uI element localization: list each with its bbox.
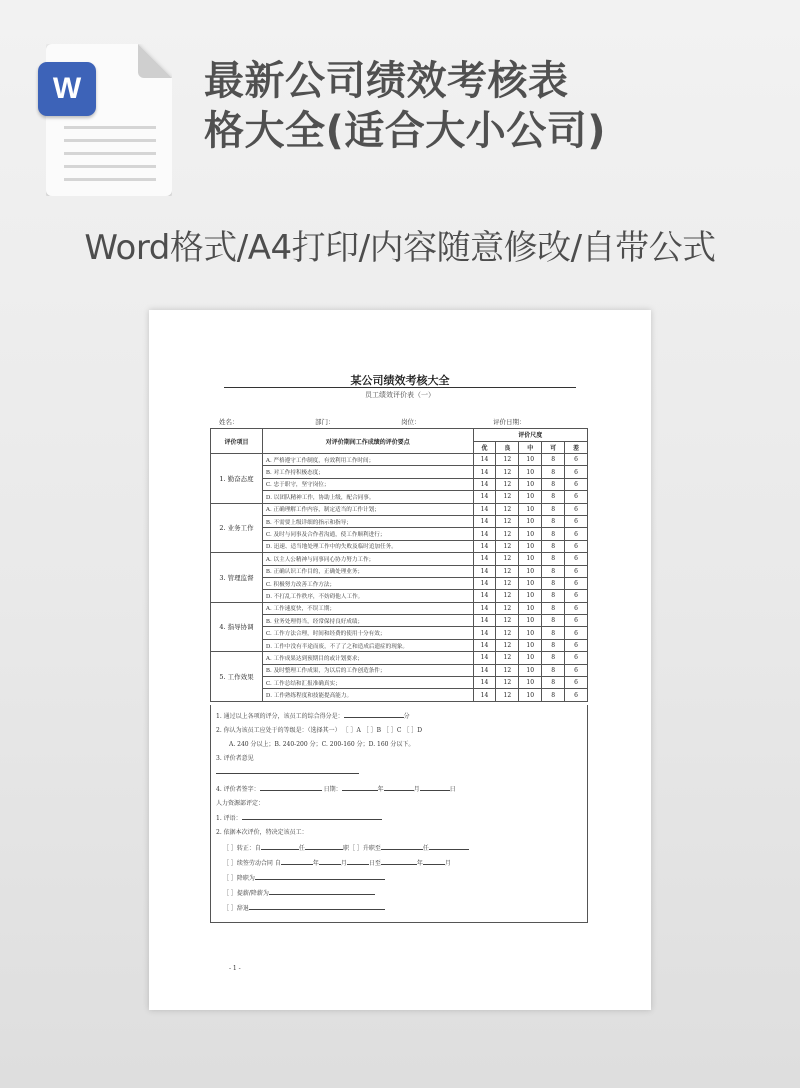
criterion-cell: B. 及时整理工作成果，为以后的工作创造条件； (262, 664, 473, 676)
word-badge (38, 62, 96, 116)
criterion-cell: C. 工作总结和汇报准确真实； (262, 677, 473, 689)
category-cell: 1. 勤奋态度 (211, 454, 263, 504)
score-cell: 14 (473, 639, 496, 651)
score-cell: 6 (565, 491, 588, 503)
score-cell: 10 (519, 677, 542, 689)
score-cell: 8 (542, 540, 565, 552)
evaluator-opinion: 3. 评价者意见 (216, 755, 254, 762)
table-row (211, 590, 588, 602)
score-cell: 10 (519, 590, 542, 602)
score-cell: 14 (473, 577, 496, 589)
table-row (211, 627, 588, 639)
score-cell: 6 (565, 627, 588, 639)
criterion-cell: D. 迅速、适当地处理工作中的失败及临时追加任务。 (262, 540, 473, 552)
criterion-cell: B. 业务处理得当，经常保持良好成绩； (262, 615, 473, 627)
criterion-cell: D. 工作中没有半途而废，不了了之和造成后遗症的现象。 (262, 639, 473, 651)
score-cell: 8 (542, 602, 565, 614)
score-cell: 10 (519, 491, 542, 503)
score-cell: 8 (542, 454, 565, 466)
option-demote: ［ ］降职为 (223, 873, 385, 882)
score-cell: 14 (473, 689, 496, 701)
word-badge-letter: W (52, 72, 82, 105)
total-score-label: 1. 通过以上各项的评分，该员工的综合得分是： (216, 713, 344, 720)
grade-choice: 2. 你认为该员工应处于的等级是：（选择其一） ［ ］A ［ ］B ［ ］C ［ ］D (216, 727, 423, 734)
score-cell: 12 (496, 553, 519, 565)
evaluator-sign-line: 4. 评价者签字： 日期： 年 月 日 (216, 786, 456, 793)
document-preview (149, 310, 651, 1010)
score-cell: 14 (473, 515, 496, 527)
evaluation-table (210, 428, 588, 702)
score-cell: 8 (542, 466, 565, 478)
score-cell: 6 (565, 689, 588, 701)
table-row (211, 615, 588, 627)
criterion-cell: C. 工作方法合理，时间和经费的使用十分有效； (262, 627, 473, 639)
score-cell: 8 (542, 515, 565, 527)
score-cell: 6 (565, 553, 588, 565)
title-rule (224, 387, 576, 388)
score-cell: 12 (496, 627, 519, 639)
score-cell: 6 (565, 540, 588, 552)
title-line-2: 格大全(适合大小公司) (204, 108, 607, 154)
category-cell: 5. 工作效果 (211, 652, 263, 702)
summary-section: 1. 通过以上各项的评分，该员工的综合得分是： 分 2. 你认为该员工应处于的等级是：（选择其一） ［ ］A ［ ］B ［ ］C ［ ］D A. 240 分以上；B. 240-200 分；C. 200-160 分；D. 160 分以下。 3. 评价者意见 4. 评价者签字： 日期： 年 月 日 人力资源部评定： 1. 评语： 2. 依据本次评价，特决定该员工： ［ ］转正：自 任 职［ ］升职至 任 ［ ］续签劳动合同 自 年 月 日至 年 月 ［ ］降职为 ［ ］提薪/降薪为 ［ ］辞退 (210, 705, 588, 923)
score-cell: 10 (519, 466, 542, 478)
score-cell: 10 (519, 565, 542, 577)
grade-label: 差 (565, 441, 588, 454)
decision-label: 2. 依据本次评价，特决定该员工： (216, 829, 308, 836)
option-salary: ［ ］提薪/降薪为 (223, 888, 375, 897)
criterion-cell: C. 积极努力改善工作方法； (262, 577, 473, 589)
col-points-header: 对评价期间工作成绩的评价要点 (262, 429, 473, 454)
criterion-cell: D. 以团队精神工作，协助上级，配合同事。 (262, 491, 473, 503)
score-cell: 8 (542, 615, 565, 627)
table-row (211, 577, 588, 589)
score-cell: 12 (496, 466, 519, 478)
page-number: - 1 - (229, 965, 241, 972)
doc-title: 某公司绩效考核大全 (350, 374, 450, 387)
score-cell: 6 (565, 639, 588, 651)
score-cell: 6 (565, 454, 588, 466)
table-row (211, 639, 588, 651)
table-row (211, 540, 588, 552)
criterion-cell: A. 正确理解工作内容，制定适当的工作计划； (262, 503, 473, 515)
criterion-cell: B. 不需要上级详细的指示和指导； (262, 515, 473, 527)
grade-ranges: A. 240 分以上；B. 240-200 分；C. 200-160 分；D. 160 分以下。 (229, 741, 415, 748)
score-cell: 14 (473, 466, 496, 478)
score-cell: 8 (542, 491, 565, 503)
doc-subtitle: 员工绩效评价表（一） (365, 391, 435, 399)
score-cell: 6 (565, 565, 588, 577)
option-dismiss: ［ ］辞退 (223, 903, 385, 912)
score-cell: 6 (565, 652, 588, 664)
score-cell: 6 (565, 528, 588, 540)
table-row (211, 454, 588, 466)
criterion-cell: B. 对工作持积极态度； (262, 466, 473, 478)
score-cell: 8 (542, 689, 565, 701)
score-cell: 12 (496, 478, 519, 490)
criterion-cell: D. 不打乱工作秩序，不妨碍他人工作。 (262, 590, 473, 602)
score-cell: 10 (519, 689, 542, 701)
table-row (211, 478, 588, 490)
score-cell: 8 (542, 553, 565, 565)
score-cell: 12 (496, 615, 519, 627)
score-cell: 14 (473, 652, 496, 664)
score-cell: 12 (496, 639, 519, 651)
option-confirm: ［ ］转正：自 任 职［ ］升职至 任 (223, 843, 469, 852)
score-cell: 6 (565, 478, 588, 490)
table-row (211, 602, 588, 614)
info-name: 姓名： (219, 418, 239, 426)
score-cell: 8 (542, 590, 565, 602)
category-cell: 4. 指导协调 (211, 602, 263, 652)
score-cell: 10 (519, 602, 542, 614)
score-cell: 6 (565, 677, 588, 689)
score-cell: 14 (473, 565, 496, 577)
score-cell: 14 (473, 602, 496, 614)
score-cell: 12 (496, 491, 519, 503)
score-cell: 12 (496, 677, 519, 689)
criterion-cell: C. 及时与同事及合作者沟通，使工作顺利进行； (262, 528, 473, 540)
score-cell: 6 (565, 602, 588, 614)
table-row (211, 503, 588, 515)
score-cell: 14 (473, 615, 496, 627)
table-row (211, 528, 588, 540)
option-contract: ［ ］续签劳动合同 自 年 月 日至 年 月 (223, 860, 451, 867)
col-item-header: 评价项目 (211, 429, 263, 454)
table-row (211, 553, 588, 565)
score-cell: 8 (542, 478, 565, 490)
score-cell: 12 (496, 454, 519, 466)
score-cell: 12 (496, 540, 519, 552)
score-cell: 14 (473, 540, 496, 552)
table-row (211, 565, 588, 577)
score-cell: 10 (519, 664, 542, 676)
score-cell: 10 (519, 615, 542, 627)
score-cell: 12 (496, 602, 519, 614)
score-cell: 8 (542, 503, 565, 515)
score-cell: 12 (496, 528, 519, 540)
score-cell: 6 (565, 577, 588, 589)
score-cell: 8 (542, 528, 565, 540)
score-cell: 14 (473, 590, 496, 602)
score-cell: 12 (496, 565, 519, 577)
table-row (211, 652, 588, 664)
score-cell: 14 (473, 491, 496, 503)
page-title (204, 56, 784, 156)
score-cell: 12 (496, 664, 519, 676)
score-cell: 6 (565, 615, 588, 627)
hr-review-label: 人力资源部评定： (216, 800, 265, 807)
score-cell: 14 (473, 677, 496, 689)
score-cell: 10 (519, 577, 542, 589)
col-scale-header: 评价尺度 (473, 429, 588, 442)
table-row (211, 677, 588, 689)
table-row (211, 689, 588, 701)
score-cell: 14 (473, 503, 496, 515)
comment-label: 1. 评语： (216, 815, 242, 822)
grade-label: 中 (519, 441, 542, 454)
score-cell: 6 (565, 503, 588, 515)
grade-label: 可 (542, 441, 565, 454)
grade-label: 良 (496, 441, 519, 454)
score-cell: 6 (565, 466, 588, 478)
score-cell: 12 (496, 515, 519, 527)
criterion-cell: A. 工作速度快，不误工期； (262, 602, 473, 614)
score-cell: 12 (496, 652, 519, 664)
score-cell: 14 (473, 528, 496, 540)
score-cell: 14 (473, 454, 496, 466)
score-cell: 10 (519, 503, 542, 515)
score-cell: 8 (542, 639, 565, 651)
score-cell: 8 (542, 677, 565, 689)
grade-label: 优 (473, 441, 496, 454)
score-cell: 10 (519, 627, 542, 639)
score-cell: 10 (519, 528, 542, 540)
criterion-cell: A. 工作成果达到预期目的或计划要求； (262, 652, 473, 664)
table-row (211, 515, 588, 527)
score-cell: 10 (519, 553, 542, 565)
info-date: 评价日期： (493, 418, 526, 426)
criterion-cell: B. 正确认识工作目的，正确处理业务； (262, 565, 473, 577)
score-cell: 8 (542, 577, 565, 589)
category-cell: 3. 管理监督 (211, 553, 263, 603)
word-file-icon (46, 44, 172, 196)
score-cell: 14 (473, 478, 496, 490)
info-dept: 部门： (315, 418, 335, 426)
score-cell: 10 (519, 454, 542, 466)
criterion-cell: C. 忠于职守，坚守岗位； (262, 478, 473, 490)
table-row (211, 491, 588, 503)
score-cell: 10 (519, 515, 542, 527)
criterion-cell: D. 工作熟练程度和技能提高能力。 (262, 689, 473, 701)
score-cell: 12 (496, 503, 519, 515)
info-position: 岗位： (401, 418, 421, 426)
score-cell: 14 (473, 664, 496, 676)
table-row (211, 664, 588, 676)
score-cell: 8 (542, 652, 565, 664)
score-cell: 10 (519, 639, 542, 651)
score-cell: 8 (542, 664, 565, 676)
page-subtitle: Word格式/A4打印/内容随意修改/自带公式 (84, 228, 716, 268)
score-cell: 10 (519, 540, 542, 552)
table-row (211, 466, 588, 478)
score-cell: 6 (565, 590, 588, 602)
criterion-cell: A. 严格遵守工作制度，有效利用工作时间； (262, 454, 473, 466)
score-cell: 14 (473, 553, 496, 565)
score-cell: 8 (542, 627, 565, 639)
category-cell: 2. 业务工作 (211, 503, 263, 553)
score-cell: 14 (473, 627, 496, 639)
criterion-cell: A. 以主人公精神与同事同心协力努力工作； (262, 553, 473, 565)
score-cell: 12 (496, 689, 519, 701)
score-cell: 10 (519, 478, 542, 490)
score-cell: 12 (496, 577, 519, 589)
score-cell: 10 (519, 652, 542, 664)
title-line-1: 最新公司绩效考核表 (204, 58, 569, 104)
score-cell: 6 (565, 664, 588, 676)
score-cell: 6 (565, 515, 588, 527)
score-cell: 8 (542, 565, 565, 577)
score-cell: 12 (496, 590, 519, 602)
